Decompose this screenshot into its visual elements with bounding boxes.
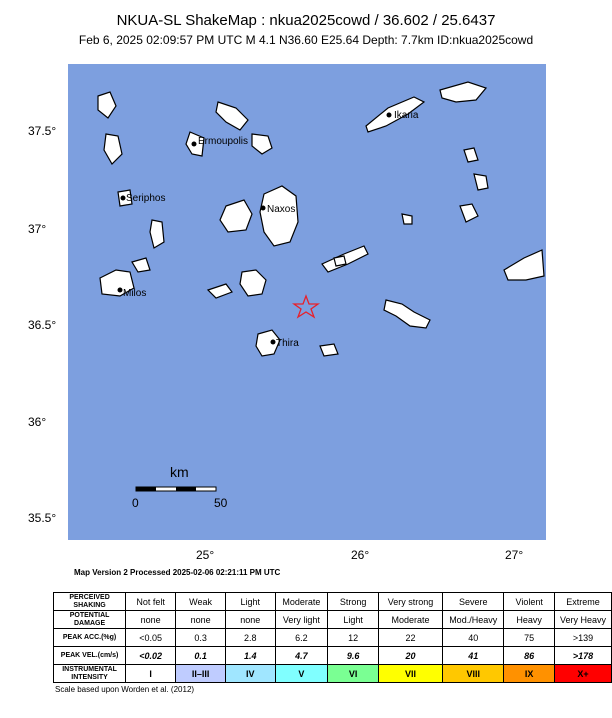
legend-label-acc: PEAK ACC.(%g) <box>54 629 126 647</box>
intensity-cell: VII <box>378 665 442 683</box>
legend-row-shaking <box>54 593 612 611</box>
legend-cell: Weak <box>176 593 226 611</box>
legend-cell: <0.02 <box>126 647 176 665</box>
legend-cell: >178 <box>555 647 612 665</box>
legend-cell: Severe <box>443 593 504 611</box>
legend-cell: none <box>176 611 226 629</box>
legend-cell: 4.7 <box>275 647 328 665</box>
intensity-cell: IX <box>504 665 555 683</box>
intensity-legend-table <box>53 592 612 683</box>
legend-cell: Light <box>328 611 379 629</box>
place-dot-seriphos <box>121 196 126 201</box>
legend-row-vel <box>54 647 612 665</box>
legend-cell: Violent <box>504 593 555 611</box>
legend-cell: Extreme <box>555 593 612 611</box>
intensity-cell: VIII <box>443 665 504 683</box>
place-dot-milos <box>118 288 123 293</box>
scale-bar-end: 50 <box>214 496 228 510</box>
scale-bar-start: 0 <box>132 496 139 510</box>
y-tick-36: 36° <box>28 415 47 429</box>
scale-bar-unit: km <box>170 464 189 480</box>
legend-cell: none <box>226 611 275 629</box>
y-tick-37: 37° <box>28 222 47 236</box>
x-tick-25: 25° <box>196 548 215 562</box>
legend-label-intensity: INSTRUMENTAL INTENSITY <box>54 665 126 683</box>
intensity-cell: V <box>275 665 328 683</box>
x-tick-27: 27° <box>505 548 524 562</box>
intensity-cell: VI <box>328 665 379 683</box>
x-tick-26: 26° <box>351 548 370 562</box>
legend-cell: 12 <box>328 629 379 647</box>
y-tick-37-5: 37.5° <box>28 124 57 138</box>
legend-cell: 6.2 <box>275 629 328 647</box>
island-anafi <box>320 344 338 356</box>
place-label-seriphos: Seriphos <box>126 193 166 204</box>
legend-row-damage <box>54 611 612 629</box>
intensity-cell: IV <box>226 665 275 683</box>
legend-cell: <0.05 <box>126 629 176 647</box>
place-dot-thira <box>271 340 276 345</box>
legend-cell: 40 <box>443 629 504 647</box>
place-label-naxos: Naxos <box>267 204 296 215</box>
place-label-ikaria: Ikaria <box>394 110 419 121</box>
intensity-cell: II–III <box>176 665 226 683</box>
legend-cell: Not felt <box>126 593 176 611</box>
legend-cell: Strong <box>328 593 379 611</box>
place-label-milos: Milos <box>123 288 147 299</box>
place-dot-ikaria <box>387 113 392 118</box>
legend-cell: 20 <box>378 647 442 665</box>
intensity-cell: X+ <box>555 665 612 683</box>
legend-row-intensity <box>54 665 612 683</box>
legend-cell: >139 <box>555 629 612 647</box>
legend-cell: 86 <box>504 647 555 665</box>
island-donousa <box>334 256 346 266</box>
legend-cell: 0.3 <box>176 629 226 647</box>
legend-cell: Very light <box>275 611 328 629</box>
legend-cell: Moderate <box>275 593 328 611</box>
legend-cell: 9.6 <box>328 647 379 665</box>
legend-cell: Heavy <box>504 611 555 629</box>
sea-area <box>68 64 546 540</box>
scale-note: Scale based upon Worden et al. (2012) <box>55 685 195 694</box>
legend-label-vel: PEAK VEL.(cm/s) <box>54 647 126 665</box>
intensity-cell: I <box>126 665 176 683</box>
place-dot-ermoupolis <box>192 142 197 147</box>
map-subtitle: Feb 6, 2025 02:09:57 PM UTC M 4.1 N36.60 E25.64 Depth: 7.7km ID:nkua2025cowd <box>78 33 534 47</box>
legend-row-acc <box>54 629 612 647</box>
legend-cell: 0.1 <box>176 647 226 665</box>
legend-cell: none <box>126 611 176 629</box>
place-label-ermoupolis: Ermoupolis <box>198 136 249 147</box>
map-canvas[interactable] <box>68 64 546 540</box>
processed-note: Map Version 2 Processed 2025-02-06 02:21:11 PM UTC <box>74 568 281 577</box>
place-dot-naxos <box>261 206 266 211</box>
y-tick-35-5: 35.5° <box>28 511 57 525</box>
map-title: NKUA-SL ShakeMap : nkua2025cowd / 36.602 / 25.6437 <box>116 12 496 29</box>
legend-cell: Light <box>226 593 275 611</box>
legend-cell: Very Heavy <box>555 611 612 629</box>
legend-cell: 2.8 <box>226 629 275 647</box>
legend-label-shaking: PERCEIVED SHAKING <box>54 593 126 611</box>
legend-cell: 22 <box>378 629 442 647</box>
legend-cell: Very strong <box>378 593 442 611</box>
legend-cell: Moderate <box>378 611 442 629</box>
legend-cell: 1.4 <box>226 647 275 665</box>
island-levitha <box>402 214 412 224</box>
legend-cell: 75 <box>504 629 555 647</box>
y-tick-36-5: 36.5° <box>28 318 57 332</box>
legend-cell: Mod./Heavy <box>443 611 504 629</box>
legend-cell: 41 <box>443 647 504 665</box>
place-label-thira: Thira <box>276 338 299 349</box>
legend-label-damage: POTENTIAL DAMAGE <box>54 611 126 629</box>
